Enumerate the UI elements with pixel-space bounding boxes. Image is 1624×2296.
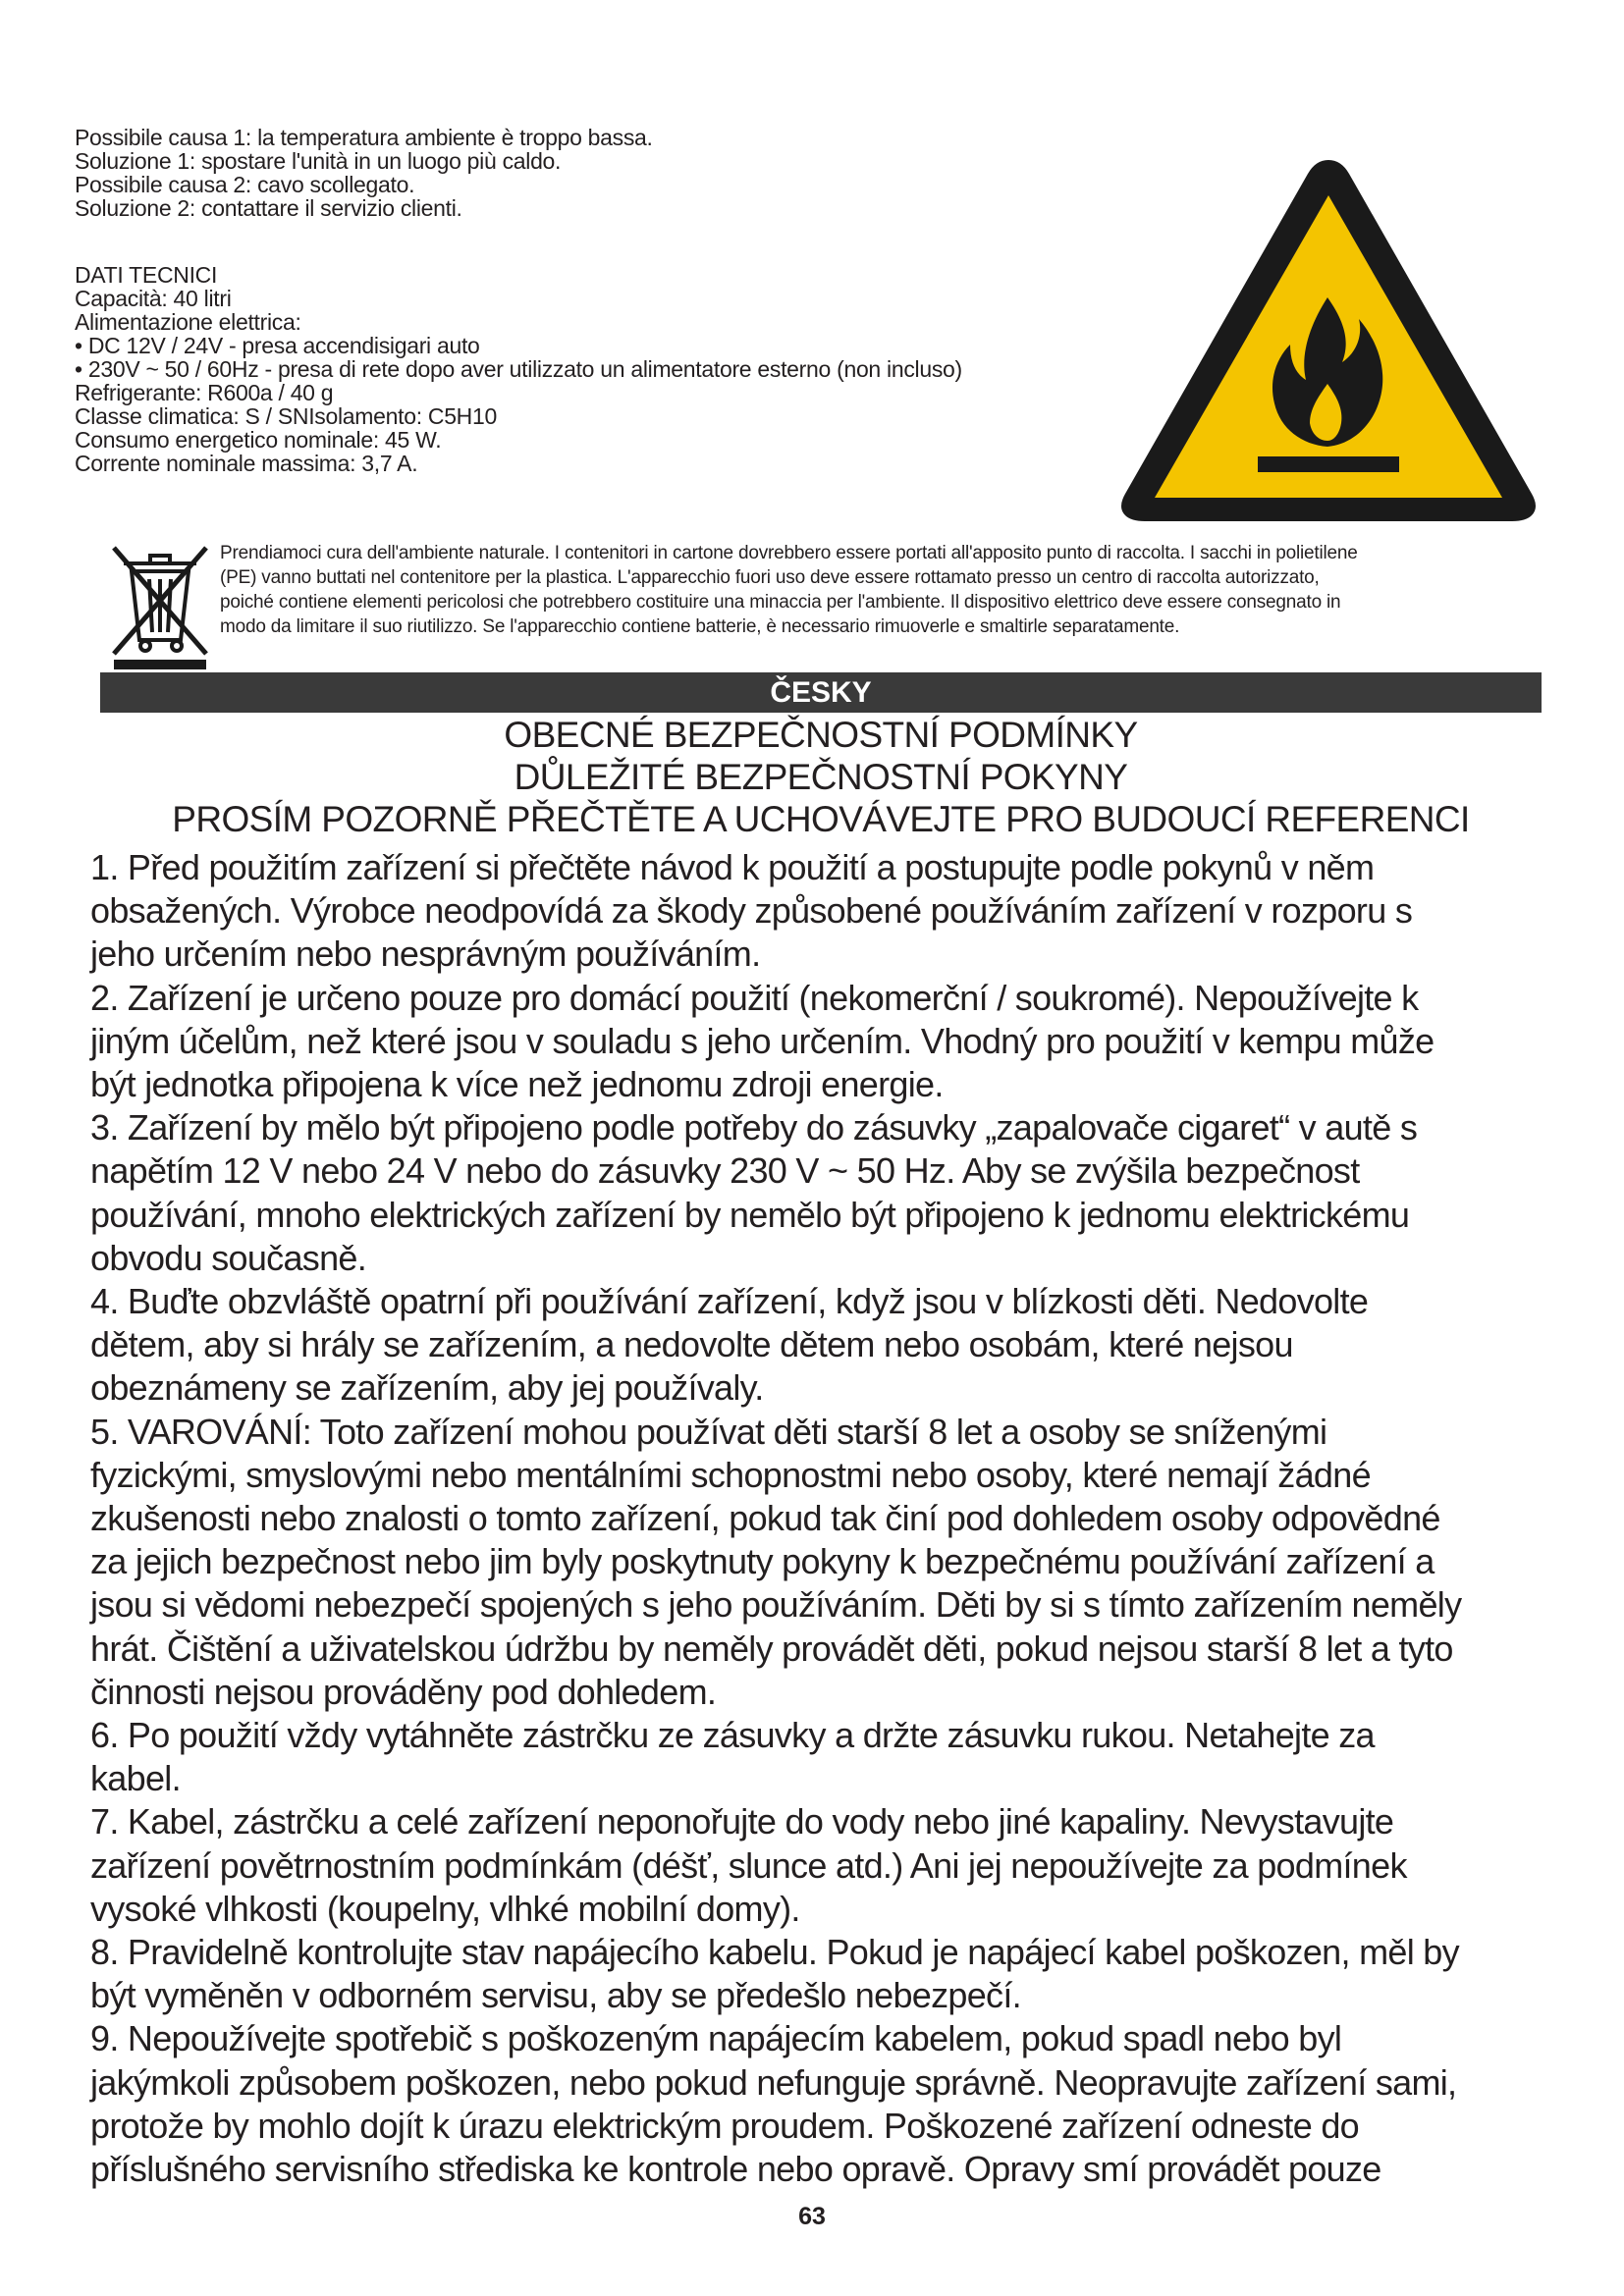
text-line: protože by mohlo dojít k úrazu elektrickým proudem. Poškozené zařízení odneste do: [90, 2105, 1359, 2146]
bin-wheel: [172, 641, 182, 651]
text-line: Possibile causa 2: cavo scollegato.: [75, 172, 415, 197]
bin-wheel: [140, 641, 150, 651]
text-line: příslušného servisního střediska ke kontrole nebo opravě. Opravy smí provádět pouze: [90, 2149, 1381, 2190]
text-line: obsažených. Výrobce neodpovídá za škody způsobené používáním zařízení v rozporu s: [90, 890, 1413, 932]
safety-instructions: [90, 846, 1553, 2191]
text-line: napětím 12 V nebo 24 V nebo do zásuvky 230 V ~ 50 Hz. Aby se zvýšila bezpečnost: [90, 1150, 1360, 1192]
text-line: 2. Zařízení je určeno pouze pro domácí použití (nekomerční / soukromé). Nepoužívejte k: [90, 977, 1419, 1018]
crossed-out-bin-icon: [106, 538, 214, 670]
flammable-warning-icon: [1117, 152, 1540, 525]
text-line: být vyměněn v odborném servisu, aby se předešlo nebezpečí.: [90, 1975, 1021, 2016]
text-line: zařízení povětrnostním podmínkám (déšť, slunce atd.) Ani jej nepoužívejte za podmínek: [90, 1844, 1407, 1886]
text-line: Soluzione 1: spostare l'unità in un luogo più caldo.: [75, 148, 562, 174]
text-line: jeho určením nebo nesprávným používáním.: [90, 934, 761, 975]
text-line: vysoké vlhkosti (koupelny, vlhké mobilní domy).: [90, 1888, 800, 1929]
spec-line: Refrigerante: R600a / 40 g: [75, 380, 334, 405]
text-line: obvodu současně.: [90, 1237, 367, 1278]
text-line: 1. Před použitím zařízení si přečtěte návod k použití a postupujte podle pokynů v něm: [90, 847, 1375, 887]
language-section-bar: ČESKY: [100, 672, 1542, 713]
text-line: 7. Kabel, zástrčku a celé zařízení neponořujte do vody nebo jiné kapaliny. Nevystavujte: [90, 1801, 1394, 1842]
spec-line: Consumo energetico nominale: 45 W.: [75, 427, 442, 453]
text-line: dětem, aby si hrály se zařízením, a nedovolte dětem nebo osobám, které nejsou: [90, 1324, 1293, 1365]
text-line: používání, mnoho elektrických zařízení by nemělo být připojeno k jednomu elektrickému: [90, 1194, 1410, 1235]
text-line: jiným účelům, než které jsou v souladu s jeho určením. Vhodný pro použití v kempu může: [90, 1020, 1435, 1061]
text-line: 9. Nepoužívejte spotřebič s poškozeným napájecím kabelem, pokud spadl nebo byl: [90, 2018, 1342, 2059]
spacer: [75, 220, 1076, 263]
spec-line: • 230V ~ 50 / 60Hz - presa di rete dopo aver utilizzato un alimentatore esterno (non incluso): [75, 356, 962, 382]
text-line: jakýmkoli způsobem poškozen, nebo pokud nefunguje správně. Neopravujte zařízení sami,: [90, 2061, 1457, 2103]
spec-line: Classe climatica: S / SNIsolamento: C5H10: [75, 403, 497, 429]
text-line: 6. Po použití vždy vytáhněte zástrčku ze zásuvky a držte zásuvku rukou. Netahejte za: [90, 1715, 1375, 1756]
italian-text-block: [75, 126, 1076, 475]
text-line: jsou si vědomi nebezpečí spojených s jeho používáním. Děti by si s tímto zařízením neměly: [90, 1584, 1462, 1626]
text-line: zkušenosti nebo znalosti o tomto zařízení, pokud tak činí pod dohledem osoby odpovědné: [90, 1498, 1440, 1539]
section-title: DŮLEŽITÉ BEZPEČNOSTNÍ POKYNY: [514, 757, 1128, 797]
safety-titles: [100, 714, 1542, 840]
spec-line: Corrente nominale massima: 3,7 A.: [75, 451, 418, 476]
text-line: modo da limitare il suo riutilizzo. Se l'apparecchio contiene batterie, è necessario rimuoverle e smaltirle separatamente.: [220, 616, 1180, 637]
text-line: být jednotka připojena k více než jednomu zdroji energie.: [90, 1064, 944, 1105]
text-line: kabel.: [90, 1758, 181, 1799]
text-line: poiché contiene elementi pericolosi che potrebbero costituire una minaccia per l'ambiente. Il dispositivo elettrico deve essere consegnato in: [220, 592, 1341, 613]
text-line: 4. Buďte obzvláště opatrní při používání zařízení, když jsou v blízkosti děti. Nedovolte: [90, 1281, 1369, 1322]
technical-data-section: [75, 263, 1076, 475]
text-line: obeznámeny se zařízením, aby jej používaly.: [90, 1367, 764, 1409]
text-line: 3. Zařízení by mělo být připojeno podle potřeby do zásuvky „zapalovače cigaret“ v autě s: [90, 1107, 1418, 1148]
text-line: Soluzione 2: contattare il servizio clienti.: [75, 195, 462, 221]
text-line: (PE) vanno buttati nel contenitore per la plastica. L'apparecchio fuori uso deve essere rottamato presso un centro di raccolta autorizzato,: [220, 567, 1320, 588]
weee-bar: [114, 660, 206, 669]
text-line: 5. VAROVÁNÍ: Toto zařízení mohou používat děti starší 8 let a osoby se sníženými: [90, 1411, 1327, 1452]
spec-line: • DC 12V / 24V - presa accendisigari auto: [75, 333, 480, 358]
fire-base-bar: [1258, 456, 1399, 472]
text-line: za jejich bezpečnost nebo jim byly poskytnuty pokyny k bezpečnému používání zařízení a: [90, 1541, 1435, 1582]
text-line: 8. Pravidelně kontrolujte stav napájecího kabelu. Pokud je napájecí kabel poškozen, měl by: [90, 1932, 1459, 1973]
section-title: OBECNÉ BEZPEČNOSTNÍ PODMÍNKY: [504, 715, 1138, 755]
text-line: fyzickými, smyslovými nebo mentálními schopnostmi nebo osoby, které nemají žádné: [90, 1454, 1371, 1495]
spec-line: Alimentazione elettrica:: [75, 309, 301, 335]
section-title: PROSÍM POZORNĚ PŘEČTĚTE A UCHOVÁVEJTE PRO BUDOUCÍ REFERENCI: [172, 799, 1470, 839]
troubleshooting-section: [75, 126, 1076, 220]
text-line: Prendiamoci cura dell'ambiente naturale. I contenitori in cartone dovrebbero essere portati all'apposito punto di raccolta. I sacchi in polietilene: [220, 543, 1358, 563]
environment-notice: [220, 541, 1536, 639]
spec-line: Capacità: 40 litri: [75, 286, 232, 311]
text-line: hrát. Čištění a uživatelskou údržbu by neměly provádět děti, pokud nejsou starší 8 let a tyto: [90, 1628, 1453, 1669]
technical-data-heading: DATI TECNICI: [75, 262, 218, 288]
page-number: 63: [798, 2203, 826, 2230]
text-line: Possibile causa 1: la temperatura ambiente è troppo bassa.: [75, 125, 653, 150]
text-line: činnosti nejsou prováděny pod dohledem.: [90, 1671, 717, 1712]
